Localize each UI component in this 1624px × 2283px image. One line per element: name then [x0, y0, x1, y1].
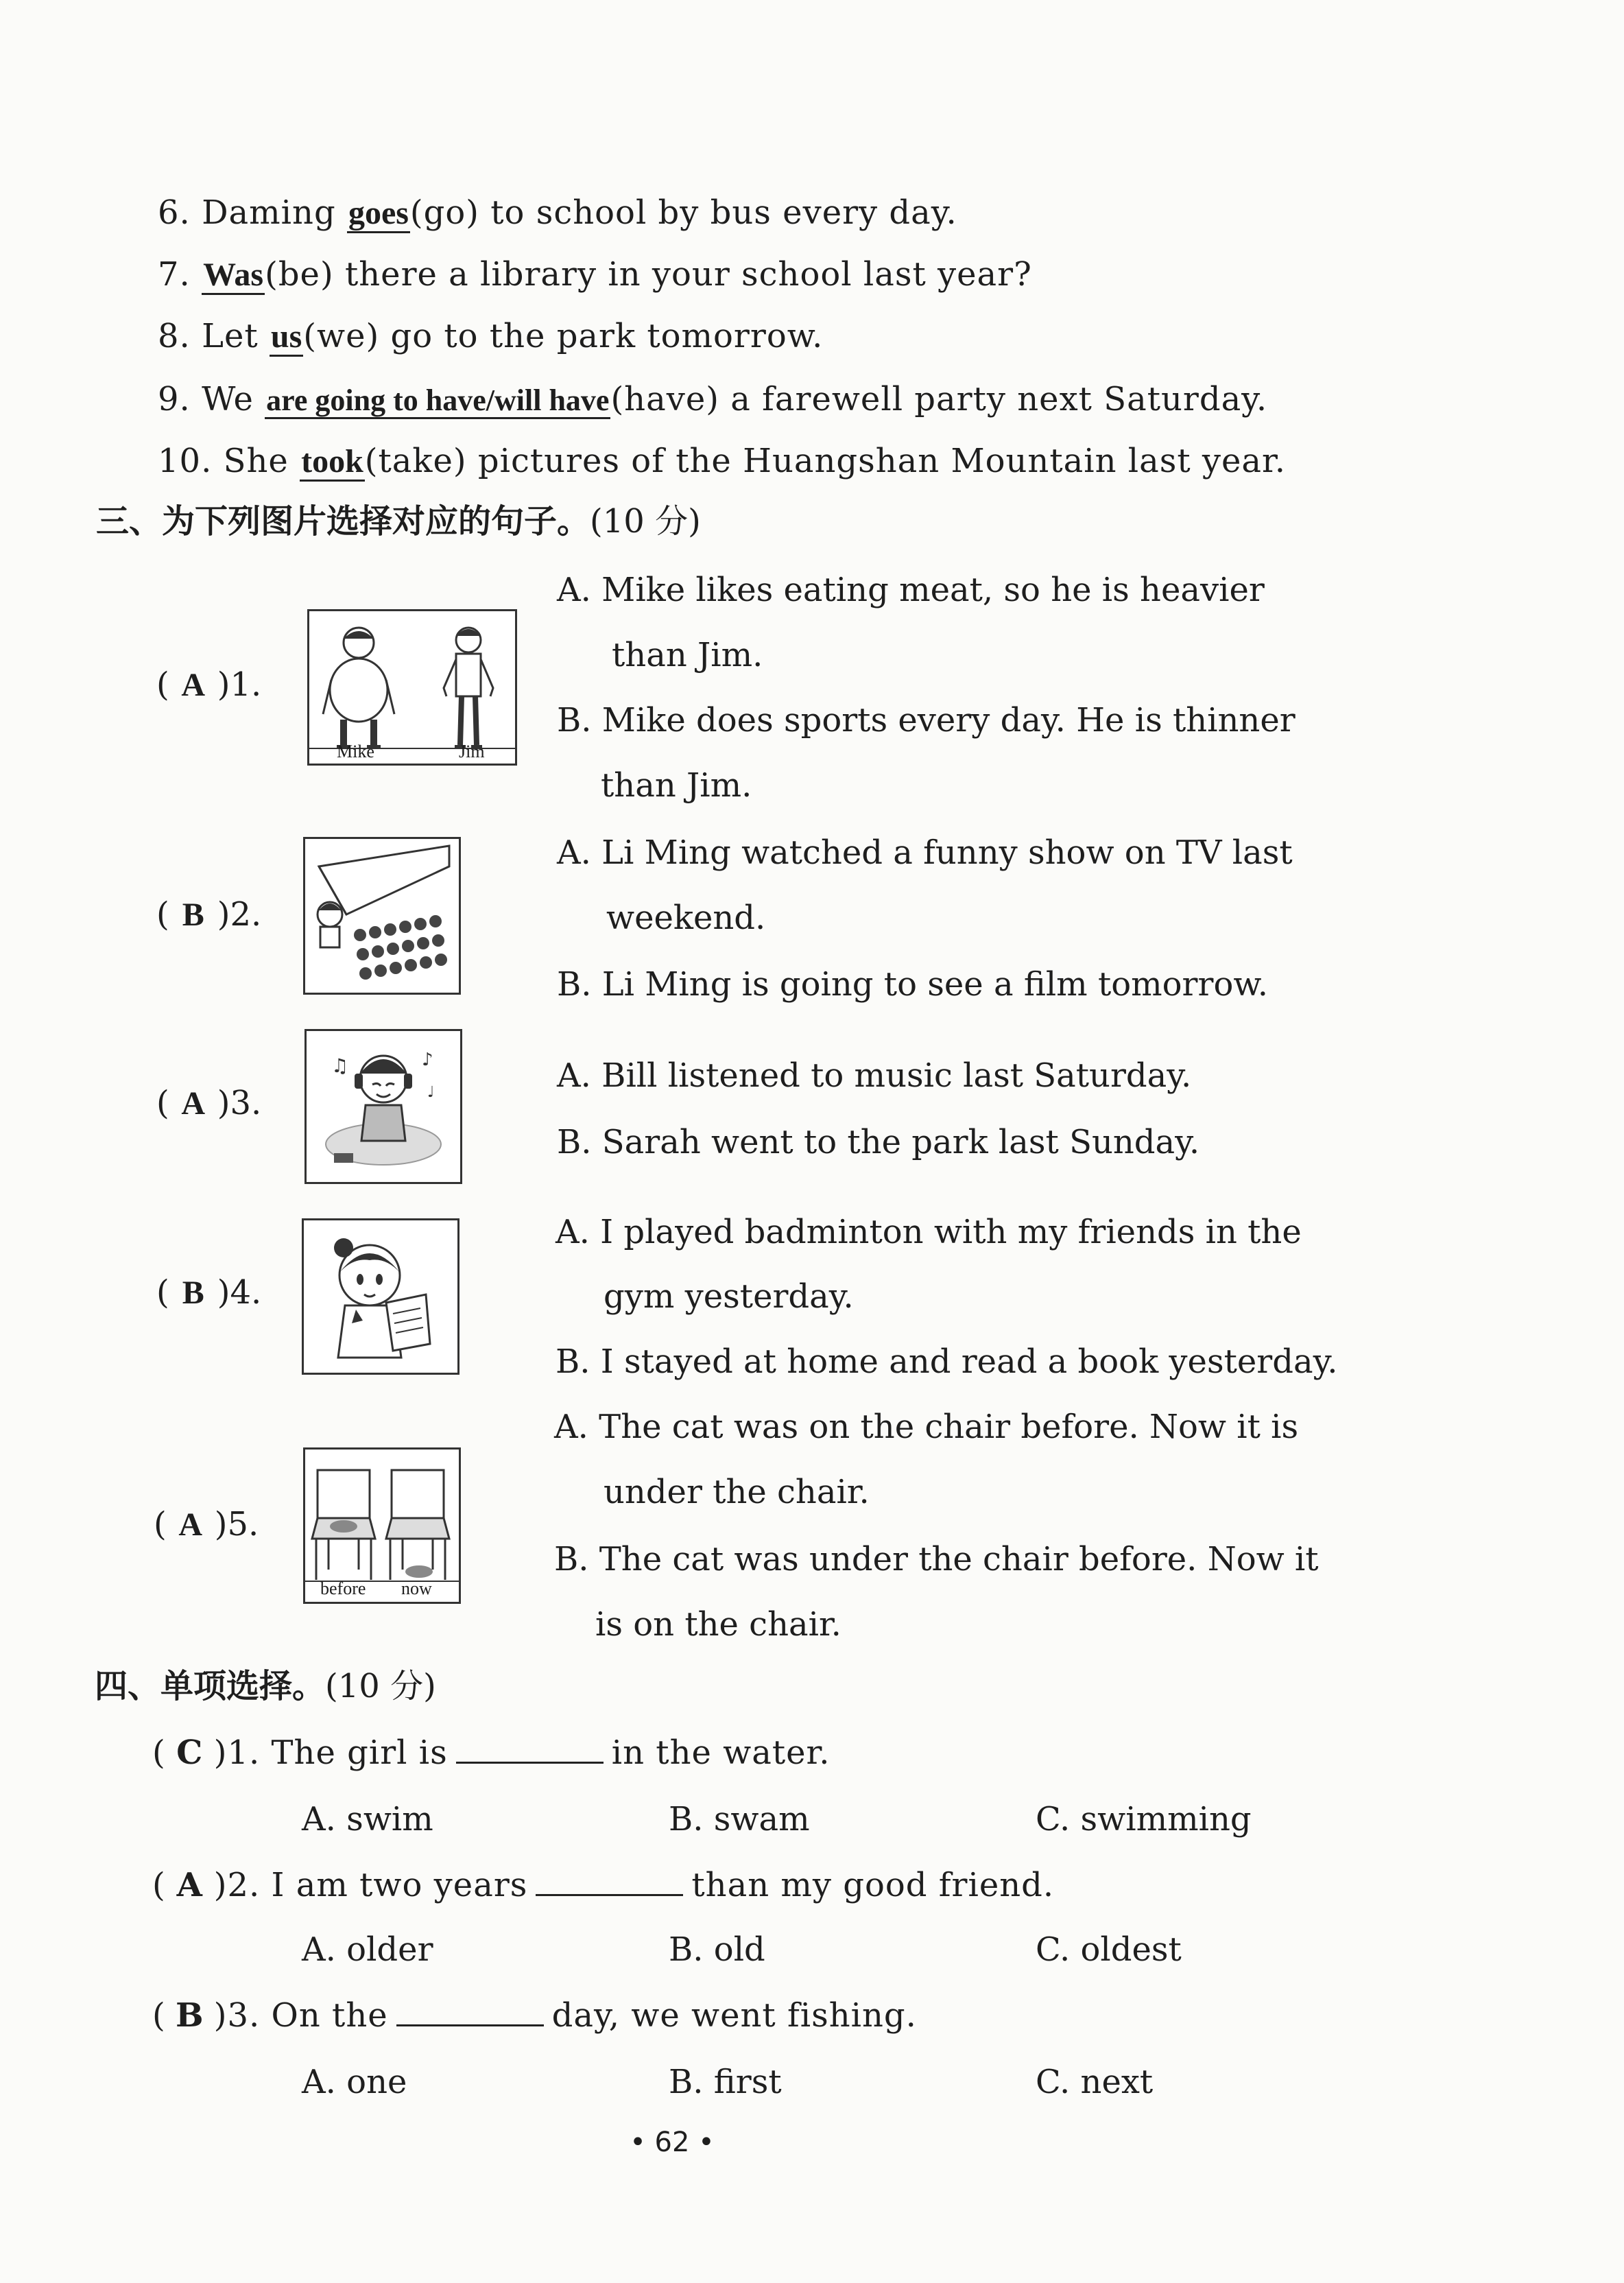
mc-item-3: ( B )3. On the day, we went fishing.	[152, 1996, 917, 2035]
section3-title: 三、为下列图片选择对应的句子。(10 分)	[96, 502, 701, 541]
option-line: A. Li Ming watched a funny show on TV last	[557, 833, 1293, 872]
picture-item-1-answer: ( A )1.	[156, 665, 262, 704]
mc-option: C. oldest	[1036, 1930, 1182, 1969]
picture-cat-chairs	[303, 1447, 461, 1604]
option-line: gym yesterday.	[604, 1277, 854, 1316]
mc-option: A. older	[302, 1930, 433, 1969]
svg-text:♫: ♫	[331, 1054, 349, 1077]
mc-option: C. swimming	[1036, 1800, 1252, 1838]
mc-option: A. one	[302, 2063, 407, 2101]
option-line: than Jim.	[601, 766, 752, 805]
picture-music	[304, 1029, 462, 1184]
picture-label-mike: Mike	[337, 742, 374, 761]
section4-title: 四、单项选择。(10 分)	[95, 1667, 436, 1705]
fill-item-9: 9. We are going to have/will have(have) a farewell party next Saturday.	[158, 380, 1268, 418]
fill-item-7: 7. Was(be) there a library in your school last year?	[158, 255, 1032, 294]
option-line: A. The cat was on the chair before. Now it is	[554, 1408, 1299, 1446]
fill-item-8: 8. Let us(we) go to the park tomorrow.	[158, 317, 824, 355]
option-line: weekend.	[606, 899, 766, 937]
picture-label-now: now	[401, 1578, 432, 1598]
option-line: A. I played badminton with my friends in the	[556, 1213, 1302, 1251]
picture-label-jim: Jim	[459, 742, 485, 761]
answer: Was	[202, 257, 265, 295]
option-line: is on the chair.	[595, 1605, 841, 1644]
answer: goes	[347, 195, 410, 233]
mc-option: B. first	[669, 2063, 782, 2101]
picture-item-4-answer: ( B )4.	[156, 1273, 262, 1312]
answer: took	[300, 443, 365, 482]
picture-mike-jim	[307, 609, 517, 766]
option-line: under the chair.	[604, 1473, 870, 1511]
option-line: B. Mike does sports every day. He is thinner	[557, 701, 1295, 740]
mc-option: B. swam	[669, 1800, 810, 1838]
fill-item-10: 10. She took(take) pictures of the Huangshan Mountain last year.	[158, 442, 1286, 480]
picture-item-5-answer: ( A )5.	[154, 1505, 259, 1543]
mc-option: B. old	[669, 1930, 765, 1969]
mc-option: C. next	[1036, 2063, 1154, 2101]
picture-reading-girl	[302, 1218, 459, 1375]
svg-text:♩: ♩	[427, 1084, 435, 1101]
svg-text:♪: ♪	[422, 1050, 433, 1070]
mc-item-1: ( C )1. The girl is in the water.	[152, 1734, 831, 1772]
option-line: B. Li Ming is going to see a film tomorrow.	[557, 965, 1268, 1004]
option-line: B. Sarah went to the park last Sunday.	[557, 1123, 1200, 1161]
page-number: • 62 •	[630, 2127, 715, 2158]
mc-item-2: ( A )2. I am two years than my good friend.	[152, 1866, 1055, 1904]
answer-blank	[536, 1867, 683, 1896]
answer: are going to have/will have	[265, 383, 610, 419]
answer: us	[270, 318, 303, 357]
answer-blank	[456, 1734, 604, 1764]
mc-option: A. swim	[302, 1800, 433, 1838]
option-line: B. The cat was under the chair before. Now it	[554, 1540, 1319, 1578]
picture-item-3-answer: ( A )3.	[156, 1084, 262, 1122]
answer-blank	[396, 1997, 544, 2026]
picture-item-2-answer: ( B )2.	[156, 895, 262, 934]
picture-cinema	[303, 837, 461, 995]
option-line: than Jim.	[612, 636, 763, 674]
option-line: A. Bill listened to music last Saturday.	[557, 1056, 1192, 1095]
fill-item-6: 6. Daming goes(go) to school by bus every day.	[158, 193, 957, 232]
picture-label-before: before	[320, 1578, 366, 1598]
option-line: A. Mike likes eating meat, so he is heavier	[557, 571, 1265, 609]
option-line: B. I stayed at home and read a book yesterday.	[556, 1342, 1338, 1381]
